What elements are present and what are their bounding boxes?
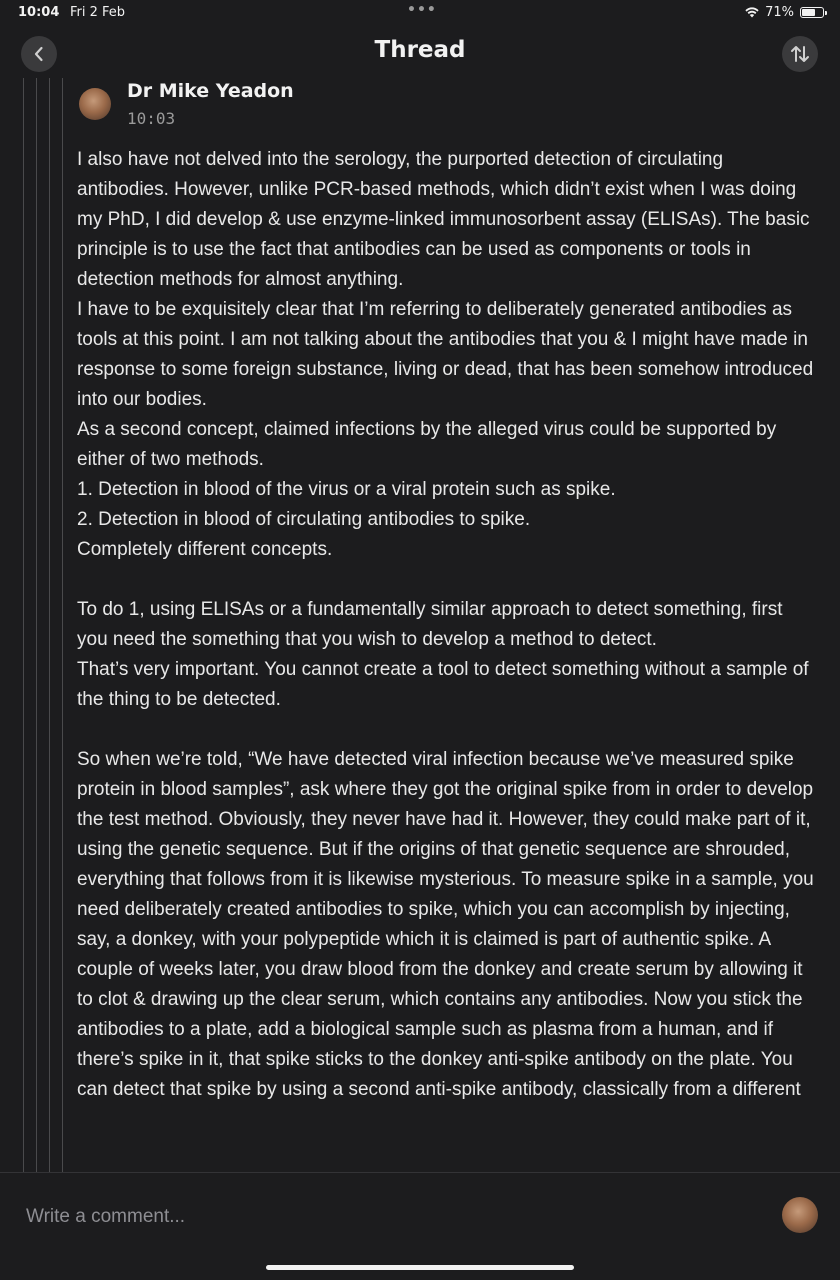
post-timestamp: 10:03 <box>127 109 176 128</box>
page-title: Thread <box>374 37 466 63</box>
post-paragraph: 2. Detection in blood of circulating antibodies to spike. <box>77 509 531 530</box>
author-avatar[interactable] <box>79 88 111 120</box>
multitasking-dots-icon[interactable]: ••• <box>407 2 437 18</box>
user-avatar[interactable] <box>782 1197 818 1233</box>
battery-fill <box>802 9 815 16</box>
status-right <box>745 5 824 20</box>
paragraph-gap <box>77 715 817 745</box>
post-paragraph: That’s very important. You cannot create a tool to detect something without a sample of the thing to be detected. <box>77 659 814 710</box>
post-paragraph: Completely different concepts. <box>77 539 333 560</box>
post-paragraph: As a second concept, claimed infections by the alleged virus could be supported by either of two methods. <box>77 419 782 470</box>
comment-bar <box>0 1173 840 1280</box>
post-body <box>77 145 820 1105</box>
post-paragraph: 1. Detection in blood of the virus or a viral protein such as spike. <box>77 479 616 500</box>
author-name[interactable]: Dr Mike Yeadon <box>127 80 294 102</box>
nav-bar <box>0 28 840 78</box>
paragraph-gap <box>77 565 817 595</box>
post-paragraph: I have to be exquisitely clear that I’m referring to deliberately generated antibodies as tools at this point. I am not talking about the antibodies that you & I might have made in response to some foreign substance, living or dead, that has been somehow introduced into our bodies. <box>77 299 819 410</box>
post-paragraph: So when we’re told, “We have detected viral infection because we’ve measured spike protein in blood samples”, ask where they got the original spike from in order to develop the test method. Obviously, they never have had it. However, they could make part of it, using the genetic sequence. But if the origins of that genetic sequence are shrouded, everything that follows from it is likewise mysterious. To measure spike in a sample, you need deliberately created antibodies to spike, which you can accomplish by injecting, say, a donkey, with your polypeptide which it is claimed is part of authentic spike. A couple of weeks later, you draw blood from the donkey and create serum by allowing it to clot & drawing up the clear serum, which contains any antibodies. Now you stick the antibodies to a plate, add a biological sample such as plasma from a human, and if there’s spike in it, that spike sticks to the donkey anti-spike antibody on the plate. You can detect that spike by using a second anti-spike antibody, classically from a different <box>77 749 820 1100</box>
thread-depth-line <box>23 78 24 1172</box>
thread-depth-line <box>62 78 63 1172</box>
thread-view[interactable] <box>0 78 840 1172</box>
status-time: 10:04 <box>18 5 60 20</box>
post-paragraph: To do 1, using ELISAs or a fundamentally similar approach to detect something, first you need the something that you wish to develop a method to detect. <box>77 599 788 650</box>
thread-depth-line <box>49 78 50 1172</box>
sort-button[interactable] <box>782 36 818 72</box>
status-bar <box>0 0 840 28</box>
thread-depth-line <box>36 78 37 1172</box>
battery-icon <box>800 7 824 18</box>
status-date: Fri 2 Feb <box>70 5 126 20</box>
comment-input[interactable] <box>24 1205 728 1229</box>
battery-percent: 71% <box>765 5 794 20</box>
post-paragraph: I also have not delved into the serology, the purported detection of circulating antibodies. However, unlike PCR-based methods, which didn’t exist when I was doing my PhD, I did develop & use enzyme-linked immunosorbent assay (ELISAs). The basic principle is to use the fact that antibodies can be used as components or tools in detection methods for almost anything. <box>77 149 815 290</box>
home-indicator[interactable] <box>266 1265 574 1270</box>
wifi-icon <box>745 7 759 18</box>
sort-arrows-icon <box>790 45 810 63</box>
